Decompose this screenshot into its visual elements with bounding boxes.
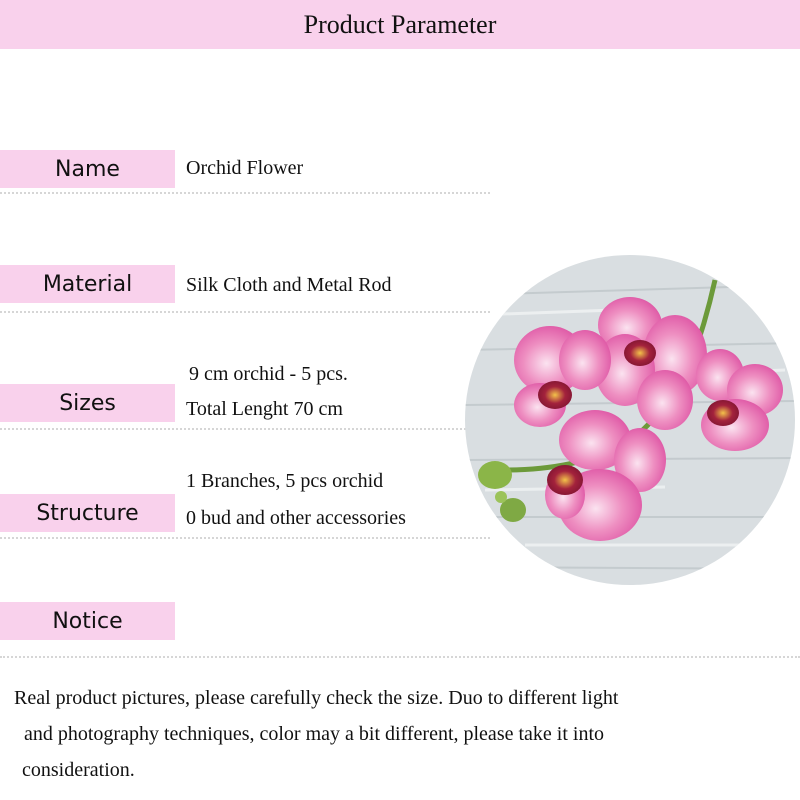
label-name: Name xyxy=(0,150,175,188)
value-name: Orchid Flower xyxy=(186,157,304,179)
orchid-flower-photo xyxy=(465,255,795,585)
orchid-illustration xyxy=(465,255,795,585)
header-bar xyxy=(0,0,800,49)
value-structure-line1: 1 Branches, 5 pcs orchid xyxy=(186,470,384,492)
value-material: Silk Cloth and Metal Rod xyxy=(186,274,392,296)
notice-line: and photography techniques, color may a bit different, please take it into xyxy=(24,723,605,745)
notice-line: Real product pictures, please carefully check the size. Duo to different light xyxy=(14,687,619,709)
divider xyxy=(0,192,490,194)
notice-text xyxy=(14,680,784,788)
label-sizes: Sizes xyxy=(0,384,175,422)
value-sizes-line2: Total Lenght 70 cm xyxy=(186,398,343,420)
divider xyxy=(0,656,800,658)
label-material: Material xyxy=(0,265,175,303)
notice-line: consideration. xyxy=(22,759,135,781)
value-sizes-line1: 9 cm orchid - 5 pcs. xyxy=(189,363,348,385)
divider xyxy=(0,428,490,430)
label-structure: Structure xyxy=(0,494,175,532)
page-title: Product Parameter xyxy=(303,9,497,39)
label-notice: Notice xyxy=(0,602,175,640)
divider xyxy=(0,311,490,313)
divider xyxy=(0,537,490,539)
value-structure-line2: 0 bud and other accessories xyxy=(186,507,406,529)
